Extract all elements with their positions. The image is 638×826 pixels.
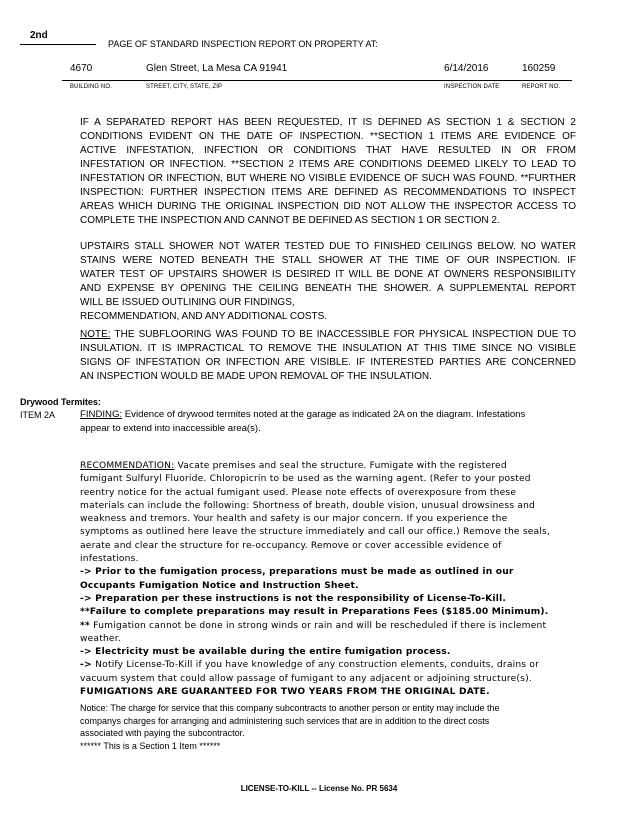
paragraph-line: INFESTATION OR INFECTION, BUT WHERE NO VISIBLE EVIDENCE OF SUCH WAS FOUND. **FURTHER [80,173,576,184]
paragraph-line: CONDITIONS EVIDENT ON THE DATE OF INSPECTION. **SECTION 1 ITEMS ARE EVIDENCE OF [80,131,576,142]
paragraph-line: AREAS WHICH DURING THE ORIGINAL INSPECTION DID NOT ALLOW THE INSPECTOR ACCESS TO [80,201,576,212]
note-text: THE SUBFLOORING WAS FOUND TO BE INACCESSIBLE FOR PHYSICAL INSPECTION DUE TO [110,329,576,340]
inspection-date-label: INSPECTION DATE [444,84,500,90]
notice-line: companys charges for arranging and administering such services that are in addition to the direct costs [80,715,490,726]
recommendation-line: materials can include the following: Shortness of breath, double vision, unusual drowsiness and [80,500,536,511]
section-heading: Drywood Termites: [20,397,101,407]
report-no-value: 160259 [522,63,556,74]
paragraph-line: COMPLETE THE INSPECTION AND CANNOT BE DEFINED AS SECTION 1 OR SECTION 2. [80,215,500,226]
responsibility-warning: -> Preparation per these instructions is not the responsibility of License-To-Kill. [80,593,507,604]
paragraph-line: RECOMMENDATION, AND ANY ADDITIONAL COSTS. [80,311,328,322]
recommendation-line: weakness and tremors. Your health and safety is our major concern. If you experience the [80,514,508,525]
page-number: 2nd [30,30,48,41]
item-label: ITEM 2A [20,410,56,420]
subfloor-note-paragraph [80,328,576,384]
weather-prefix: ** [80,620,94,631]
weather-line [80,620,586,633]
page-of-title: PAGE OF STANDARD INSPECTION REPORT ON PROPERTY AT: [108,39,378,49]
section-definitions-paragraph [80,116,576,228]
note-label: NOTE: [80,329,111,340]
building-no-value: 4670 [70,63,93,74]
recommendation-line: symptoms as outlined here leave the structure immediately and call our office.) Remove the seals, [80,527,551,538]
paragraph-line: UPSTAIRS STALL SHOWER NOT WATER TESTED DUE TO FINISHED CEILINGS BELOW. NO WATER [80,241,576,252]
paragraph-line: INSPECTION: FURTHER INSPECTION ITEMS ARE DEFINED AS RECOMMENDATIONS TO INSPECT [80,187,576,198]
report-no-label: REPORT NO. [522,84,561,90]
paragraph-line: AND EXPENSE BY OPENING THE CEILING BENEATH THE SHOWER. A SUPPLEMENTAL REPORT [80,283,576,294]
notify-text: Notify License-To-Kill if you have knowledge of any construction elements, conduits, drains or [95,660,540,671]
license-footer: LICENSE-TO-KILL -- License No. PR 5634 [240,784,398,793]
paragraph-line: INSULATION. IT IS IMPRACTICAL TO REMOVE THE INSULATION AT THIS TIME SINCE NO VISIBLE [80,343,576,354]
paragraph-line: WILL BE ISSUED OUTLINING OUR FINDINGS, [80,297,295,308]
notify-prefix: -> [80,660,96,671]
paragraph-line: IF A SEPARATED REPORT HAS BEEN REQUESTED, IT IS DEFINED AS SECTION 1 & SECTION 2 [80,117,576,128]
paragraph-line: AN INSPECTION WOULD BE MADE UPON REMOVAL OF THE INSULATION. [80,371,432,382]
street-label: STREET, CITY, STATE, ZIP [146,84,223,90]
weather-text: Fumigation cannot be done in strong winds or rain and will be rescheduled if there is inclement [93,620,547,631]
guarantee-line: FUMIGATIONS ARE GUARANTEED FOR TWO YEARS FROM THE ORIGINAL DATE. [80,687,490,698]
paragraph-line [80,328,576,342]
shower-paragraph [80,240,576,324]
weather-line: weather. [80,633,121,644]
finding-line [80,408,590,422]
notice-block [80,702,590,752]
recommendation-block [80,460,586,699]
recommendation-line: reentry notice for the actual fumigant used. Please note effects of overexposure from these [80,487,517,498]
recommendation-text: Vacate premises and seal the structure. Fumigate with the registered [174,461,507,471]
paragraph-line: INFESTATION OR INFECTION. **SECTION 2 ITEMS ARE CONDITIONS DEEMED LIKELY TO LEAD TO [80,159,576,170]
notify-line: vacuum system that could allow passage of fumigant to any adjacent or adjoining structure(s). [80,673,532,684]
section-1-item-line: ****** This is a Section 1 Item ****** [80,740,221,751]
paragraph-line: ACTIVE INFESTATION, INFECTION OR CONDITIONS THAT HAVE RESULTED IN OR FROM [80,145,576,156]
header-rule [62,80,572,81]
electricity-line [80,646,586,659]
recommendation-line: aerate and clear the structure for re-occupancy. Remove or cover accessible evidence of [80,540,502,551]
paragraph-line: WATER TEST OF UPSTAIRS SHOWER IS DESIRED IT WILL BE DONE AT OWNERS RESPONSIBILITY [80,269,576,280]
finding-block [80,408,590,435]
recommendation-line [80,460,586,473]
finding-label: FINDING: [80,409,123,420]
notice-line: Notice: The charge for service that this company subcontracts to another person or entity may include the [80,703,500,713]
recommendation-line: fumigant Sulfuryl Fluoride. Chloropicrin to be used as the warning agent. (Refer to your posted [80,474,531,485]
recommendation-label: RECOMMENDATION: [80,461,175,471]
paragraph-line: STAINS WERE NOTED BENEATH THE STALL SHOWER AT THE TIME OF OUR INSPECTION. IF [80,255,576,266]
inspection-date-value: 6/14/2016 [444,63,489,74]
preparation-warning: Occupants Fumigation Notice and Instruction Sheet. [80,580,359,591]
street-value: Glen Street, La Mesa CA 91941 [146,63,288,74]
finding-line: appear to extend into inaccessible area(s). [80,422,261,434]
recommendation-line: infestations. [80,554,139,565]
notice-line: associated with paying the subcontractor. [80,728,245,739]
preparation-warning: -> Prior to the fumigation process, preparations must be made as outlined in our [80,567,514,578]
building-no-label: BUILDING NO. [70,84,112,90]
electricity-prefix: -> [80,647,96,658]
paragraph-line: SIGNS OF INFESTATION OR INFECTION ARE VISIBLE. IF INTERESTED PARTIES ARE CONCERNED [80,357,576,368]
page-number-rule [20,44,96,45]
notify-line [80,659,586,672]
fees-warning: **Failure to complete preparations may result in Preparations Fees ($185.00 Minimum). [80,607,549,618]
electricity-text: Electricity must be available during the entire fumigation process. [95,647,451,658]
finding-text: Evidence of drywood termites noted at the garage as indicated 2A on the diagram. Infestations [122,409,526,420]
